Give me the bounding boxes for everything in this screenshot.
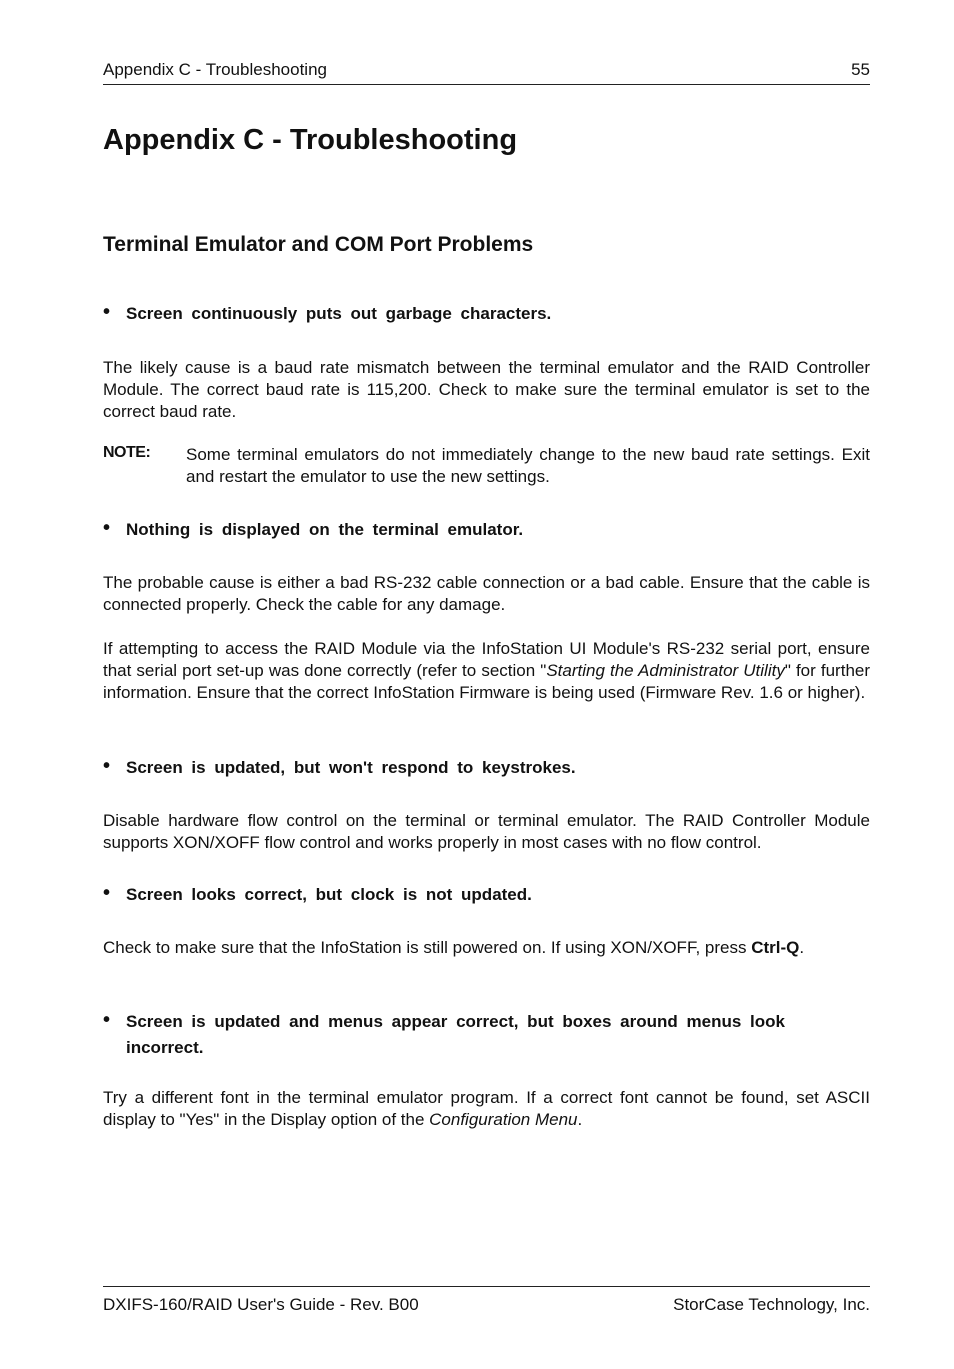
bullet-item xyxy=(103,517,870,543)
footer-doc-title: DXIFS-160/RAID User's Guide - Rev. B00 xyxy=(103,1295,419,1314)
bullet-item xyxy=(103,755,870,781)
section-title: Terminal Emulator and COM Port Problems xyxy=(103,233,534,256)
bullet-item xyxy=(103,882,870,908)
header-title: Appendix C - Troubleshooting xyxy=(103,60,327,79)
bullet-icon: • xyxy=(103,1009,111,1031)
note-label: NOTE: xyxy=(103,444,151,461)
menu-reference: Configuration Menu xyxy=(429,1110,578,1129)
bullet-text: Screen continuously puts out garbage characters. xyxy=(126,304,552,323)
bullet-item xyxy=(103,1009,870,1061)
paragraph-text: Check to make sure that the InfoStation is still powered on. If using XON/XOFF, press xyxy=(103,938,752,957)
section-reference: Starting the Administrator Utility xyxy=(546,661,785,680)
page-number: 55 xyxy=(851,60,870,79)
paragraph-text: . xyxy=(799,938,805,957)
note-text: Some terminal emulators do not immediately change to the new baud rate settings. Exit and restart the emulator to use the new settings. xyxy=(186,445,870,486)
paragraph xyxy=(103,937,870,959)
bullet-text: Nothing is displayed on the terminal emulator. xyxy=(126,520,524,539)
bullet-text: Screen is updated, but won't respond to keystrokes. xyxy=(126,758,576,777)
paragraph: The probable cause is either a bad RS-232 cable connection or a bad cable. Ensure that the cable is connected properly. Check the cable for any damage. xyxy=(103,573,870,614)
paragraph xyxy=(103,638,870,704)
page-header xyxy=(103,58,870,85)
paragraph xyxy=(103,1087,870,1131)
page-title: Appendix C - Troubleshooting xyxy=(103,124,518,156)
paragraph-text: " for further information. Ensure that the correct InfoStation Firmware is being used (Firmware Rev. 1.6 or higher). xyxy=(103,661,871,702)
key-combo: Ctrl-Q xyxy=(751,938,800,957)
footer-company: StorCase Technology, Inc. xyxy=(673,1295,870,1314)
bullet-text: Screen is updated and menus appear correct, but boxes around menus look incorrect. xyxy=(126,1012,785,1057)
paragraph: The likely cause is a baud rate mismatch between the terminal emulator and the RAID Controller Module. The correct baud rate is 115,200. Check to make sure the terminal emulator is set to the correct baud rate. xyxy=(103,358,870,421)
bullet-icon: • xyxy=(103,301,111,323)
page-footer xyxy=(103,1286,870,1317)
bullet-icon: • xyxy=(103,755,111,777)
bullet-icon: • xyxy=(103,882,111,904)
paragraph: Disable hardware flow control on the terminal or terminal emulator. The RAID Controller Module supports XON/XOFF flow control and works properly in most cases with no flow control. xyxy=(103,811,870,852)
paragraph-text: Try a different font in the terminal emulator program. If a correct font cannot be found, set ASCII display to "Yes" in the Display option of the xyxy=(103,1088,870,1129)
paragraph-text: . xyxy=(577,1110,583,1129)
paragraph-text: If attempting to access the RAID Module via the InfoStation UI Module's RS-232 serial port, ensure that serial port set-up was done correctly (refer to section " xyxy=(103,639,870,680)
bullet-text: Screen looks correct, but clock is not updated. xyxy=(126,885,532,904)
bullet-item xyxy=(103,301,870,327)
bullet-icon: • xyxy=(103,517,111,539)
